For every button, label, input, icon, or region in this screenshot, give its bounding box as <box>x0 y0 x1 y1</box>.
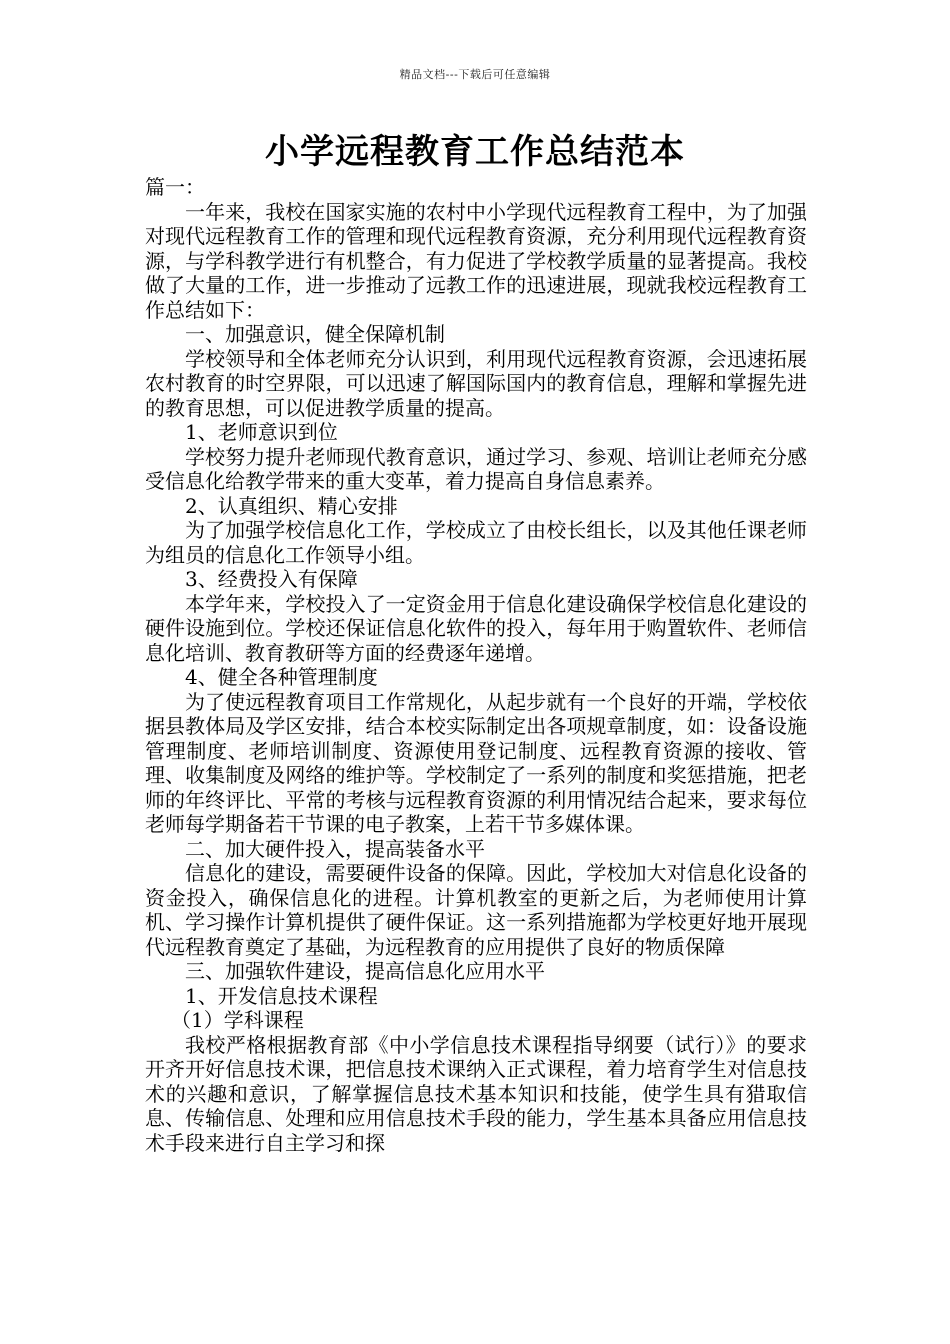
paragraph: 3、经费投入有保障 <box>185 567 358 591</box>
paragraph: 2、认真组织、精心安排 <box>185 493 398 518</box>
paragraph: 我校严格根据教育部《中小学信息技术课程指导纲要（试行）》的要求开齐开好信息技术课，把信息技术课纳入正式课程，着力培育学生对信息技术的兴趣和意识，了解掌握信息技术基本知识和技能，使学生具有猎取信息、传输信息、处理和应用信息技术手段的能力，学生基本具备应用信息技术手段来进行自主学习和探 <box>145 1032 807 1155</box>
paragraph: 4、健全各种管理制度 <box>185 665 378 689</box>
paragraph: 1、老师意识到位 <box>185 420 338 444</box>
paragraph: 一、加强意识，健全保障机制 <box>185 322 445 346</box>
paragraph: 1、开发信息技术课程 <box>185 983 378 1008</box>
document-body <box>145 175 807 1155</box>
page-header: 精品文档---下载后可任意编辑 <box>399 68 551 81</box>
paragraph: 为了加强学校信息化工作，学校成立了由校长组长，以及其他任课老师为组员的信息化工作领导小组。 <box>145 518 807 567</box>
paragraph: 一年来，我校在国家实施的农村中小学现代远程教育工程中，为了加强对现代远程教育工作的管理和现代远程教育资源，充分利用现代远程教育资源，与学科教学进行有机整合，有力促进了学校教学质量的显著提高。我校做了大量的工作，进一步推动了远教工作的迅速进展，现就我校远程教育工作总结如下： <box>145 199 807 322</box>
paragraph: 篇一： <box>145 175 205 199</box>
paragraph: （1）学科课程 <box>171 1008 304 1032</box>
document-title: 小学远程教育工作总结范本 <box>265 132 685 172</box>
paragraph: 信息化的建设，需要硬件设备的保障。因此，学校加大对信息化设备的资金投入，确保信息化的进程。计算机教室的更新之后，为老师使用计算机、学习操作计算机提供了硬件保证。这一系列措施都为学校更好地开展现代远程教育奠定了基础，为远程教育的应用提供了良好的物质保障 <box>145 861 807 959</box>
paragraph: 为了使远程教育项目工作常规化，从起步就有一个良好的开端，学校依据县教体局及学区安排，结合本校实际制定出各项规章制度，如：设备设施管理制度、老师培训制度、资源使用登记制度、远程教育资源的接收、管理、收集制度及网络的维护等。学校制定了一系列的制度和奖惩措施，把老师的年终评比、平常的考核与远程教育资源的利用情况结合起来，要求每位老师每学期备若干节课的电子教案，上若干节多媒体课。 <box>145 689 807 836</box>
paragraph: 三、加强软件建设，提高信息化应用水平 <box>185 959 545 983</box>
paragraph: 本学年来，学校投入了一定资金用于信息化建设确保学校信息化建设的硬件设施到位。学校还保证信息化软件的投入，每年用于购置软件、老师信息化培训、教育教研等方面的经费逐年递增。 <box>145 591 807 665</box>
paragraph: 二、加大硬件投入，提高装备水平 <box>185 836 485 861</box>
paragraph: 学校努力提升老师现代教育意识，通过学习、参观、培训让老师充分感受信息化给教学带来的重大变革，着力提高自身信息素养。 <box>145 444 807 493</box>
paragraph: 学校领导和全体老师充分认识到，利用现代远程教育资源，会迅速拓展农村教育的时空界限，可以迅速了解国际国内的教育信息，理解和掌握先进的教育思想，可以促进教学质量的提高。 <box>145 346 807 420</box>
